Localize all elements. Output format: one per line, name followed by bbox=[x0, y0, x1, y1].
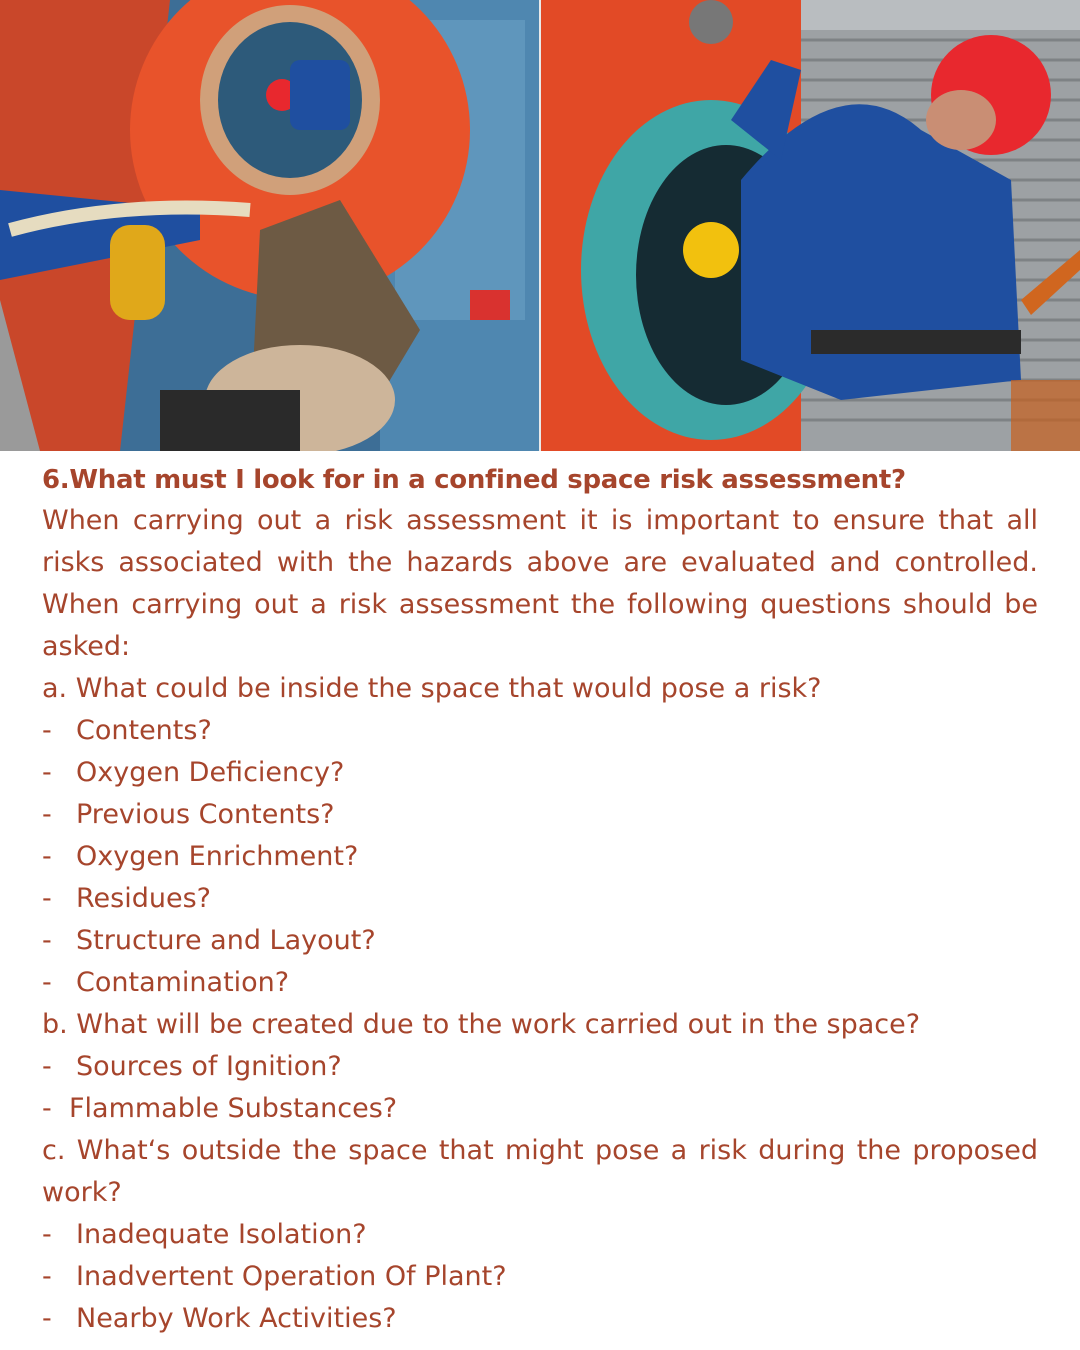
list-item: - Sources of Ignition? bbox=[42, 1051, 342, 1082]
list-item: - Oxygen Deficiency? bbox=[42, 757, 345, 788]
rescue-harness-icon bbox=[0, 0, 539, 451]
list-item: - Previous Contents? bbox=[42, 799, 335, 830]
climber-icon bbox=[541, 0, 1080, 451]
list-item: - Contamination? bbox=[42, 967, 290, 998]
question-c: c. What‘s outside the space that might pose a risk during the proposed work? bbox=[42, 1135, 1038, 1208]
right-photo bbox=[541, 0, 1080, 451]
section-heading: 6.What must I look for in a confined space risk assessment? bbox=[42, 465, 906, 495]
list-item: - Oxygen Enrichment? bbox=[42, 841, 359, 872]
list-item: - Structure and Layout? bbox=[42, 925, 376, 956]
list-item: - Nearby Work Activities? bbox=[42, 1303, 397, 1334]
list-item: - Inadvertent Operation Of Plant? bbox=[42, 1261, 507, 1292]
list-item: - Inadequate Isolation? bbox=[42, 1219, 367, 1250]
question-a: a. What could be inside the space that would pose a risk? bbox=[42, 673, 822, 704]
article-content bbox=[42, 460, 1038, 1340]
list-item: - Flammable Substances? bbox=[42, 1093, 398, 1124]
list-item: - Residues? bbox=[42, 883, 211, 914]
list-item: - Contents? bbox=[42, 715, 212, 746]
left-photo bbox=[0, 0, 539, 451]
photo-banner bbox=[0, 0, 1080, 451]
intro-paragraph: When carrying out a risk assessment it is important to ensure that all risks associated with the hazards above are evaluated and controlled. When carrying out a risk assessment the following questions should be asked: bbox=[42, 505, 1038, 662]
question-b: b. What will be created due to the work carried out in the space? bbox=[42, 1009, 921, 1040]
